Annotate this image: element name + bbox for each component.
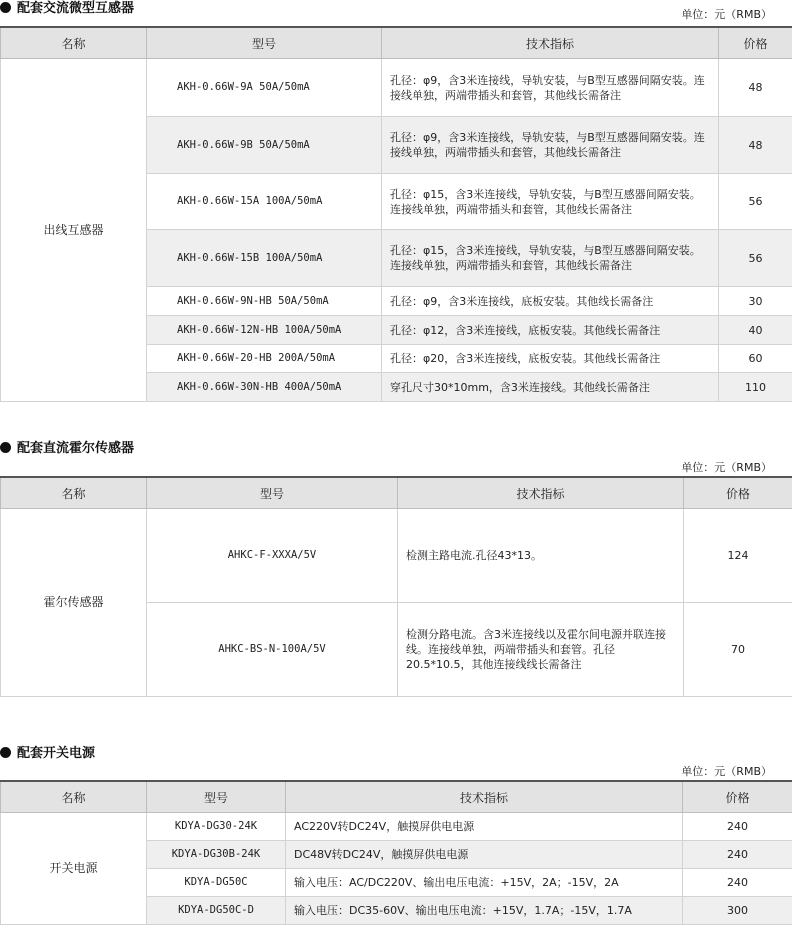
price-cell: 56 (719, 174, 792, 230)
spec-cell: 孔径：φ15，含3米连接线，导轨安装，与B型互感器间隔安装。连接线单独，两端带插头和套管，其他线长需备注 (382, 230, 719, 287)
header-name: 名称 (1, 477, 147, 509)
header-model: 型号 (147, 27, 382, 59)
model-cell: KDYA-DG50C (147, 869, 286, 897)
model-cell: KDYA-DG30-24K (147, 813, 286, 841)
header-spec: 技术指标 (382, 27, 719, 59)
spec-cell: 检测主路电流.孔径43*13。 (398, 509, 684, 603)
price-cell: 300 (683, 897, 792, 925)
section-title-ac-ct: 配套交流微型互感器 (0, 1, 134, 17)
model-cell: AKH-0.66W-15B 100A/50mA (147, 230, 382, 287)
table-header-row (1, 27, 792, 59)
header-price: 价格 (683, 781, 792, 813)
group-name: 出线互感器 (1, 59, 147, 402)
spec-cell: AC220V转DC24V，触摸屏供电电源 (286, 813, 683, 841)
model-cell: AKH-0.66W-20-HB 200A/50mA (147, 345, 382, 373)
group-name: 霍尔传感器 (1, 509, 147, 697)
unit-label: 单位：元（RMB） (681, 8, 772, 21)
power-supply-table (0, 780, 792, 925)
price-cell: 40 (719, 316, 792, 345)
price-cell: 240 (683, 813, 792, 841)
price-cell: 110 (719, 373, 792, 402)
price-cell: 240 (683, 869, 792, 897)
header-model: 型号 (147, 781, 286, 813)
spec-cell: 孔径：φ9，含3米连接线，底板安装。其他线长需备注 (382, 287, 719, 316)
price-cell: 30 (719, 287, 792, 316)
section-title-hall-sensor: 配套直流霍尔传感器 (0, 441, 134, 457)
unit-label: 单位：元（RMB） (681, 765, 772, 778)
spec-cell: DC48V转DC24V，触摸屏供电电源 (286, 841, 683, 869)
price-cell: 48 (719, 59, 792, 117)
bullet-icon (0, 747, 11, 758)
ac-ct-table (0, 26, 792, 402)
spec-cell: 孔径：φ9，含3米连接线，导轨安装，与B型互感器间隔安装。连接线单独，两端带插头和套管，其他线长需备注 (382, 59, 719, 117)
price-cell: 70 (684, 603, 792, 697)
spec-cell: 孔径：φ12，含3米连接线，底板安装。其他线长需备注 (382, 316, 719, 345)
section-title-power-supply: 配套开关电源 (0, 746, 95, 762)
spec-cell: 孔径：φ15，含3米连接线，导轨安装，与B型互感器间隔安装。连接线单独，两端带插头和套管，其他线长需备注 (382, 174, 719, 230)
table-header-row (1, 781, 792, 813)
table-row (1, 813, 792, 841)
header-price: 价格 (719, 27, 792, 59)
spec-cell: 孔径：φ9，含3米连接线，导轨安装，与B型互感器间隔安装。连接线单独，两端带插头和套管，其他线长需备注 (382, 117, 719, 174)
table-row (1, 59, 792, 117)
price-cell: 240 (683, 841, 792, 869)
table-row (1, 509, 792, 603)
price-cell: 56 (719, 230, 792, 287)
model-cell: AKH-0.66W-12N-HB 100A/50mA (147, 316, 382, 345)
header-price: 价格 (684, 477, 792, 509)
spec-cell: 穿孔尺寸30*10mm，含3米连接线。其他线长需备注 (382, 373, 719, 402)
spec-cell: 孔径：φ20，含3米连接线，底板安装。其他线长需备注 (382, 345, 719, 373)
model-cell: AKH-0.66W-9A 50A/50mA (147, 59, 382, 117)
price-cell: 60 (719, 345, 792, 373)
spec-cell: 输入电压：AC/DC220V、输出电压电流：+15V，2A；-15V，2A (286, 869, 683, 897)
model-cell: AHKC-F-XXXA/5V (147, 509, 398, 603)
header-spec: 技术指标 (286, 781, 683, 813)
header-spec: 技术指标 (398, 477, 684, 509)
model-cell: AKH-0.66W-30N-HB 400A/50mA (147, 373, 382, 402)
model-cell: KDYA-DG50C-D (147, 897, 286, 925)
model-cell: KDYA-DG30B-24K (147, 841, 286, 869)
price-cell: 124 (684, 509, 792, 603)
hall-sensor-table (0, 476, 792, 697)
spec-cell: 检测分路电流。含3米连接线以及霍尔间电源并联连接线。连接线单独，两端带插头和套管。孔径20.5*10.5，其他连接线线长需备注 (398, 603, 684, 697)
bullet-icon (0, 2, 11, 13)
header-model: 型号 (147, 477, 398, 509)
bullet-icon (0, 442, 11, 453)
header-name: 名称 (1, 781, 147, 813)
model-cell: AKH-0.66W-15A 100A/50mA (147, 174, 382, 230)
table-header-row (1, 477, 792, 509)
model-cell: AHKC-BS-N-100A/5V (147, 603, 398, 697)
spec-cell: 输入电压：DC35-60V、输出电压电流：+15V，1.7A；-15V，1.7A (286, 897, 683, 925)
model-cell: AKH-0.66W-9N-HB 50A/50mA (147, 287, 382, 316)
model-cell: AKH-0.66W-9B 50A/50mA (147, 117, 382, 174)
price-cell: 48 (719, 117, 792, 174)
unit-label: 单位：元（RMB） (681, 461, 772, 474)
header-name: 名称 (1, 27, 147, 59)
group-name: 开关电源 (1, 813, 147, 925)
